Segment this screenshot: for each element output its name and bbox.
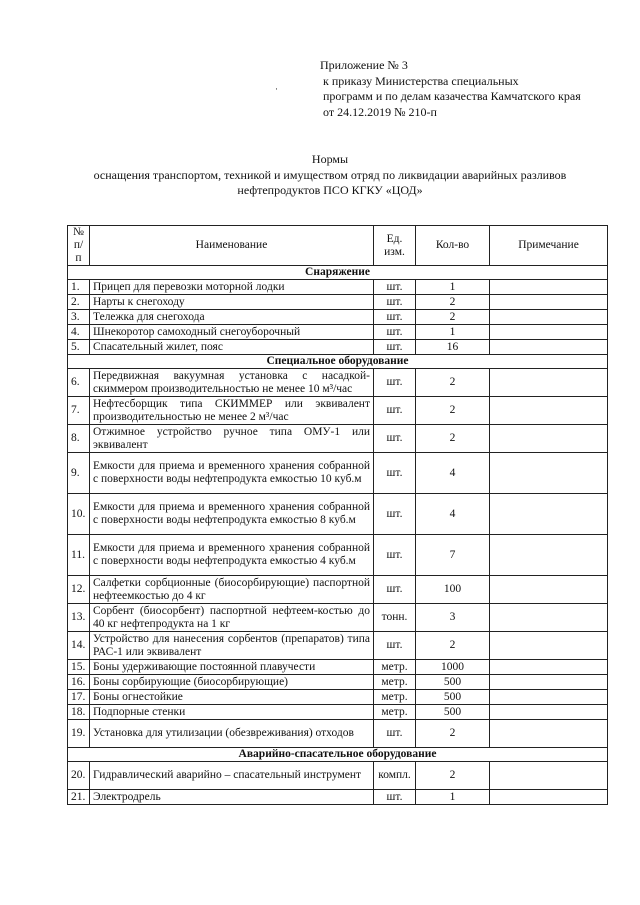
cell-note: [490, 453, 608, 494]
cell-qty: 2: [416, 720, 490, 748]
cell-unit: тонн.: [374, 604, 416, 632]
cell-name: Установка для утилизации (обезвреживания) отходов: [90, 720, 374, 748]
cell-unit: шт.: [374, 535, 416, 576]
cell-num: 15.: [68, 660, 90, 675]
cell-qty: 500: [416, 705, 490, 720]
cell-name: Спасательный жилет, пояс: [90, 340, 374, 355]
cell-name: Передвижная вакуумная установка с насадкой-скиммером производительностью не менее 10 м³/час: [90, 369, 374, 397]
stray-mark: ·: [275, 84, 278, 94]
cell-unit: шт.: [374, 340, 416, 355]
cell-unit: шт.: [374, 310, 416, 325]
cell-note: [490, 762, 608, 790]
table-row: [68, 494, 608, 535]
cell-note: [490, 340, 608, 355]
cell-unit: метр.: [374, 690, 416, 705]
cell-name: Тележка для снегохода: [90, 310, 374, 325]
table-row: [68, 325, 608, 340]
cell-qty: 2: [416, 762, 490, 790]
table-row: [68, 720, 608, 748]
header-name: Наименование: [90, 226, 374, 266]
cell-num: 21.: [68, 790, 90, 805]
heading-subtitle-line1: оснащения транспортом, техникой и имуществом отряд по ликвидации аварийных разливов: [93, 167, 567, 182]
cell-num: 19.: [68, 720, 90, 748]
cell-qty: 1000: [416, 660, 490, 675]
table-row: [68, 790, 608, 805]
cell-name: Электродрель: [90, 790, 374, 805]
section-title: Специальное оборудование: [68, 355, 608, 369]
section-row: [68, 748, 608, 762]
section-title: Аварийно-спасательное оборудование: [68, 748, 608, 762]
appendix-title: Приложение № 3: [320, 58, 408, 72]
cell-name: Емкости для приема и временного хранения собранной с поверхности воды нефтепродукта емкостью 10 куб.м: [90, 453, 374, 494]
cell-num: 1.: [68, 280, 90, 295]
cell-unit: шт.: [374, 280, 416, 295]
appendix-ministry-line: программ и по делам казачества Камчатского края: [323, 89, 581, 103]
cell-unit: шт.: [374, 494, 416, 535]
table-row: [68, 705, 608, 720]
cell-unit: шт.: [374, 295, 416, 310]
cell-name: Емкости для приема и временного хранения собранной с поверхности воды нефтепродукта емкостью 8 куб.м: [90, 494, 374, 535]
cell-num: 16.: [68, 675, 90, 690]
document-heading: [40, 152, 620, 199]
cell-qty: 2: [416, 369, 490, 397]
cell-num: 14.: [68, 632, 90, 660]
table-row: [68, 280, 608, 295]
table-row: [68, 295, 608, 310]
cell-name: Гидравлический аварийно – спасательный инструмент: [90, 762, 374, 790]
table-row: [68, 762, 608, 790]
appendix-date-line: от 24.12.2019 № 210-п: [323, 104, 437, 119]
cell-unit: шт.: [374, 576, 416, 604]
cell-name: Прицеп для перевозки моторной лодки: [90, 280, 374, 295]
cell-qty: 4: [416, 453, 490, 494]
cell-qty: 1: [416, 790, 490, 805]
cell-qty: 2: [416, 295, 490, 310]
cell-note: [490, 310, 608, 325]
cell-name: Отжимное устройство ручное типа ОМУ-1 или эквивалент: [90, 425, 374, 453]
cell-note: [490, 325, 608, 340]
cell-unit: метр.: [374, 705, 416, 720]
cell-note: [490, 720, 608, 748]
cell-num: 18.: [68, 705, 90, 720]
cell-qty: 2: [416, 425, 490, 453]
section-row: [68, 355, 608, 369]
cell-num: 10.: [68, 494, 90, 535]
cell-qty: 100: [416, 576, 490, 604]
cell-num: 6.: [68, 369, 90, 397]
cell-note: [490, 632, 608, 660]
table-row: [68, 690, 608, 705]
table-row: [68, 604, 608, 632]
cell-qty: 2: [416, 632, 490, 660]
table-header-row: [68, 226, 608, 266]
table-row: [68, 310, 608, 325]
cell-name: Боны сорбирующие (биосорбирующие): [90, 675, 374, 690]
cell-name: Боны огнестойкие: [90, 690, 374, 705]
cell-unit: метр.: [374, 675, 416, 690]
cell-name: Подпорные стенки: [90, 705, 374, 720]
header-unit: Ед. изм.: [374, 226, 416, 266]
table-row: [68, 369, 608, 397]
header-num: № п/п: [68, 226, 90, 266]
cell-unit: шт.: [374, 397, 416, 425]
cell-name: Нефтесборщик типа СКИММЕР или эквивалент производительностью не менее 2 м³/час: [90, 397, 374, 425]
cell-unit: компл.: [374, 762, 416, 790]
cell-name: Сорбент (биосорбент) паспортной нефтеем-костью до 40 кг нефтепродукта на 1 кг: [90, 604, 374, 632]
cell-note: [490, 690, 608, 705]
cell-num: 3.: [68, 310, 90, 325]
table-row: [68, 425, 608, 453]
cell-name: Нарты к снегоходу: [90, 295, 374, 310]
heading-title: Нормы: [311, 152, 349, 166]
table-row: [68, 535, 608, 576]
cell-name: Устройство для нанесения сорбентов (препаратов) типа РАС-1 или эквивалент: [90, 632, 374, 660]
cell-note: [490, 369, 608, 397]
table-row: [68, 453, 608, 494]
cell-name: Боны удерживающие постоянной плавучести: [90, 660, 374, 675]
cell-unit: шт.: [374, 790, 416, 805]
cell-note: [490, 660, 608, 675]
cell-qty: 1: [416, 280, 490, 295]
table-row: [68, 576, 608, 604]
cell-num: 9.: [68, 453, 90, 494]
cell-num: 20.: [68, 762, 90, 790]
cell-qty: 1: [416, 325, 490, 340]
cell-name: Салфетки сорбционные (биосорбирующие) паспортной нефтеемкостью до 4 кг: [90, 576, 374, 604]
cell-qty: 2: [416, 310, 490, 325]
cell-num: 12.: [68, 576, 90, 604]
cell-num: 5.: [68, 340, 90, 355]
cell-num: 17.: [68, 690, 90, 705]
cell-unit: метр.: [374, 660, 416, 675]
cell-unit: шт.: [374, 369, 416, 397]
table-row: [68, 632, 608, 660]
cell-name: Шнекоротор самоходный снегоуборочный: [90, 325, 374, 340]
cell-unit: шт.: [374, 325, 416, 340]
cell-note: [490, 494, 608, 535]
appendix-order-line: к приказу Министерства специальных: [323, 73, 519, 88]
cell-unit: шт.: [374, 425, 416, 453]
cell-num: 13.: [68, 604, 90, 632]
table-body: [68, 266, 608, 805]
cell-num: 4.: [68, 325, 90, 340]
section-title: Снаряжение: [68, 266, 608, 280]
header-qty: Кол-во: [416, 226, 490, 266]
heading-subtitle-line2: нефтепродуктов ПСО КГКУ «ЦОД»: [237, 183, 423, 197]
cell-note: [490, 675, 608, 690]
cell-unit: шт.: [374, 632, 416, 660]
header-note: Примечание: [490, 226, 608, 266]
cell-note: [490, 280, 608, 295]
table-row: [68, 397, 608, 425]
cell-note: [490, 705, 608, 720]
section-row: [68, 266, 608, 280]
table-row: [68, 660, 608, 675]
cell-qty: 16: [416, 340, 490, 355]
norms-table: [67, 225, 608, 805]
cell-unit: шт.: [374, 720, 416, 748]
cell-qty: 4: [416, 494, 490, 535]
cell-unit: шт.: [374, 453, 416, 494]
cell-qty: 2: [416, 397, 490, 425]
table-row: [68, 340, 608, 355]
cell-num: 11.: [68, 535, 90, 576]
cell-note: [490, 425, 608, 453]
cell-num: 2.: [68, 295, 90, 310]
cell-note: [490, 790, 608, 805]
cell-qty: 500: [416, 675, 490, 690]
cell-qty: 500: [416, 690, 490, 705]
cell-note: [490, 397, 608, 425]
cell-note: [490, 604, 608, 632]
cell-num: 7.: [68, 397, 90, 425]
cell-note: [490, 576, 608, 604]
cell-note: [490, 295, 608, 310]
cell-qty: 3: [416, 604, 490, 632]
cell-num: 8.: [68, 425, 90, 453]
cell-note: [490, 535, 608, 576]
cell-qty: 7: [416, 535, 490, 576]
cell-name: Емкости для приема и временного хранения собранной с поверхности воды нефтепродукта емкостью 4 куб.м: [90, 535, 374, 576]
appendix-block: [320, 58, 581, 120]
table-row: [68, 675, 608, 690]
